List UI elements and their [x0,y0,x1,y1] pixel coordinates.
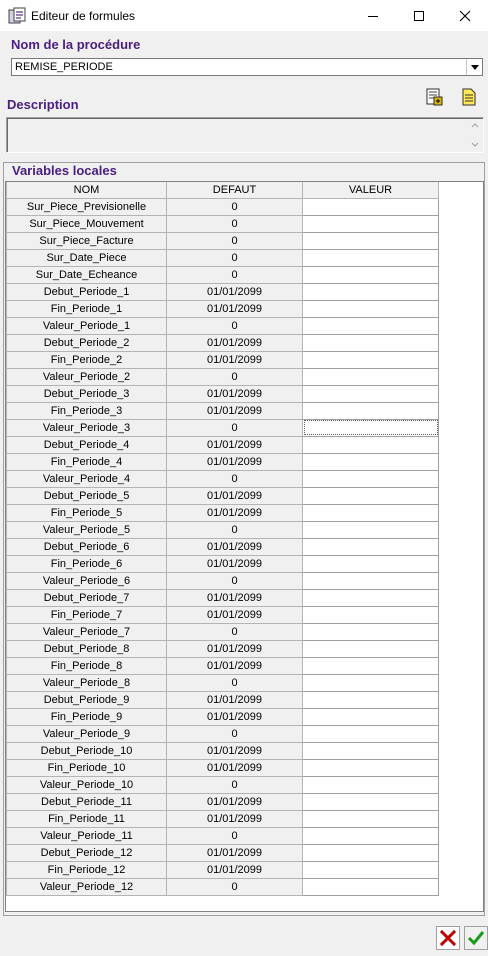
table-row[interactable] [7,368,439,385]
variable-value-cell[interactable] [303,334,439,351]
formula-editor-icon[interactable] [8,7,26,24]
variable-default-cell: 01/01/2099 [167,793,303,810]
variable-name-cell: Debut_Periode_11 [7,793,167,810]
variable-value-cell[interactable] [303,232,439,249]
table-row[interactable] [7,878,439,895]
variable-default-cell: 0 [167,725,303,742]
table-row[interactable] [7,861,439,878]
variable-default-cell: 0 [167,572,303,589]
variable-default-cell: 0 [167,232,303,249]
table-row[interactable] [7,402,439,419]
variable-name-cell: Debut_Periode_5 [7,487,167,504]
variable-value-cell[interactable] [303,470,439,487]
variable-value-cell[interactable] [303,572,439,589]
variable-value-cell[interactable] [303,725,439,742]
table-row[interactable] [7,742,439,759]
variable-name-cell: Fin_Periode_9 [7,708,167,725]
variable-default-cell: 01/01/2099 [167,402,303,419]
variable-default-cell: 0 [167,623,303,640]
variable-name-cell: Fin_Periode_11 [7,810,167,827]
variable-default-cell: 0 [167,249,303,266]
table-row[interactable] [7,640,439,657]
variable-value-cell[interactable] [303,793,439,810]
variable-default-cell: 0 [167,215,303,232]
variable-value-cell[interactable] [303,266,439,283]
variable-default-cell: 01/01/2099 [167,283,303,300]
table-row[interactable] [7,249,439,266]
variable-default-cell: 01/01/2099 [167,334,303,351]
variable-default-cell: 0 [167,776,303,793]
variable-default-cell: 01/01/2099 [167,861,303,878]
variable-name-cell: Fin_Periode_3 [7,402,167,419]
table-header-row [7,182,439,198]
variable-name-cell: Debut_Periode_8 [7,640,167,657]
variable-name-cell: Fin_Periode_7 [7,606,167,623]
variable-value-cell[interactable] [303,351,439,368]
chevron-down-icon [471,65,479,70]
table-row[interactable] [7,759,439,776]
table-row[interactable] [7,470,439,487]
variable-name-cell: Fin_Periode_6 [7,555,167,572]
variable-default-cell: 01/01/2099 [167,810,303,827]
variable-name-cell: Sur_Date_Echeance [7,266,167,283]
variable-name-cell: Fin_Periode_10 [7,759,167,776]
table-row[interactable] [7,725,439,742]
close-icon [459,10,471,22]
procedure-label: Nom de la procédure [11,37,141,52]
variable-value-cell[interactable] [303,776,439,793]
variable-default-cell: 01/01/2099 [167,640,303,657]
variable-default-cell: 0 [167,521,303,538]
variable-value-cell[interactable] [303,419,439,436]
variable-name-cell: Valeur_Periode_2 [7,368,167,385]
variable-default-cell: 0 [167,419,303,436]
table-row[interactable] [7,436,439,453]
variable-default-cell: 01/01/2099 [167,538,303,555]
variable-value-cell[interactable] [303,623,439,640]
table-row[interactable] [7,589,439,606]
variable-value-cell[interactable] [303,538,439,555]
variable-default-cell: 0 [167,198,303,215]
variable-name-cell: Debut_Periode_9 [7,691,167,708]
variable-value-cell[interactable] [303,691,439,708]
variable-default-cell: 01/01/2099 [167,589,303,606]
table-row[interactable] [7,283,439,300]
variable-value-cell[interactable] [303,249,439,266]
description-label: Description [7,97,79,112]
procedure-select[interactable] [11,58,483,76]
variable-value-cell[interactable] [303,742,439,759]
variable-value-cell[interactable] [303,487,439,504]
red-x-icon [440,930,456,946]
table-row[interactable] [7,317,439,334]
table-row[interactable] [7,793,439,810]
table-row[interactable] [7,674,439,691]
table-row[interactable] [7,351,439,368]
variable-name-cell: Valeur_Periode_9 [7,725,167,742]
variable-name-cell: Valeur_Periode_1 [7,317,167,334]
variable-name-cell: Valeur_Periode_12 [7,878,167,895]
variable-value-cell[interactable] [303,283,439,300]
variable-name-cell: Valeur_Periode_8 [7,674,167,691]
variable-value-cell[interactable] [303,878,439,895]
minimize-icon [367,10,379,22]
cancel-button[interactable] [436,926,460,950]
variable-name-cell: Debut_Periode_4 [7,436,167,453]
variables-table [6,182,439,896]
table-row[interactable] [7,385,439,402]
variable-name-cell: Valeur_Periode_7 [7,623,167,640]
variable-name-cell: Sur_Piece_Previsionelle [7,198,167,215]
variable-value-cell[interactable] [303,589,439,606]
variable-default-cell: 01/01/2099 [167,385,303,402]
variable-name-cell: Valeur_Periode_10 [7,776,167,793]
variable-default-cell: 0 [167,878,303,895]
table-row[interactable] [7,623,439,640]
table-row[interactable] [7,810,439,827]
variable-value-cell[interactable] [303,453,439,470]
variable-default-cell: 01/01/2099 [167,300,303,317]
table-row[interactable] [7,691,439,708]
variable-value-cell[interactable] [303,504,439,521]
dropdown-button[interactable] [466,59,482,75]
column-header-valeur[interactable]: VALEUR [303,182,439,198]
variable-name-cell: Valeur_Periode_5 [7,521,167,538]
variable-name-cell: Sur_Piece_Mouvement [7,215,167,232]
variable-value-cell[interactable] [303,215,439,232]
variable-value-cell[interactable] [303,368,439,385]
description-scrollbar[interactable] [468,119,482,151]
variable-value-cell[interactable] [303,861,439,878]
close-button[interactable] [442,0,488,31]
variable-name-cell: Valeur_Periode_4 [7,470,167,487]
variable-default-cell: 01/01/2099 [167,742,303,759]
maximize-icon [413,10,425,22]
variable-default-cell: 0 [167,827,303,844]
table-row[interactable] [7,572,439,589]
table-row[interactable] [7,487,439,504]
table-row[interactable] [7,606,439,623]
variable-value-cell[interactable] [303,844,439,861]
variable-value-cell[interactable] [303,640,439,657]
variable-default-cell: 01/01/2099 [167,844,303,861]
variable-name-cell: Debut_Periode_10 [7,742,167,759]
minimize-button[interactable] [350,0,396,31]
variable-default-cell: 01/01/2099 [167,606,303,623]
variable-value-cell[interactable] [303,810,439,827]
title-bar [0,0,488,31]
variable-value-cell[interactable] [303,674,439,691]
variable-name-cell: Fin_Periode_8 [7,657,167,674]
variable-name-cell: Fin_Periode_1 [7,300,167,317]
variable-value-cell[interactable] [303,436,439,453]
description-field[interactable] [6,117,484,153]
variable-name-cell: Sur_Piece_Facture [7,232,167,249]
table-row[interactable] [7,215,439,232]
variable-name-cell: Valeur_Periode_11 [7,827,167,844]
formula-document-icon[interactable] [425,88,443,106]
variable-name-cell: Debut_Periode_12 [7,844,167,861]
variable-name-cell: Debut_Periode_1 [7,283,167,300]
variable-name-cell: Valeur_Periode_6 [7,572,167,589]
variable-default-cell: 0 [167,266,303,283]
table-row[interactable] [7,334,439,351]
variable-default-cell: 01/01/2099 [167,691,303,708]
column-header-nom[interactable]: NOM [7,182,167,198]
table-row[interactable] [7,657,439,674]
table-row[interactable] [7,198,439,215]
variable-value-cell[interactable] [303,657,439,674]
variable-default-cell: 01/01/2099 [167,351,303,368]
table-row[interactable] [7,232,439,249]
table-row[interactable] [7,521,439,538]
table-row[interactable] [7,453,439,470]
variable-name-cell: Valeur_Periode_3 [7,419,167,436]
variable-name-cell: Fin_Periode_12 [7,861,167,878]
variable-value-cell[interactable] [303,521,439,538]
procedure-value: REMISE_PERIODE [15,61,113,73]
table-row[interactable] [7,266,439,283]
variable-name-cell: Fin_Periode_4 [7,453,167,470]
variable-name-cell: Fin_Periode_5 [7,504,167,521]
table-row[interactable] [7,300,439,317]
table-row[interactable] [7,827,439,844]
variables-label: Variables locales [12,163,117,178]
table-row[interactable] [7,538,439,555]
variable-value-cell[interactable] [303,827,439,844]
ok-button[interactable] [464,926,488,950]
variable-value-cell[interactable] [303,198,439,215]
table-body [7,198,439,895]
variable-value-cell[interactable] [303,708,439,725]
green-check-icon [467,929,485,947]
variable-name-cell: Fin_Periode_2 [7,351,167,368]
variable-value-cell[interactable] [303,300,439,317]
variable-default-cell: 01/01/2099 [167,657,303,674]
table-row[interactable] [7,844,439,861]
variable-default-cell: 01/01/2099 [167,453,303,470]
variable-name-cell: Debut_Periode_2 [7,334,167,351]
variables-grid[interactable] [5,181,484,912]
variable-default-cell: 01/01/2099 [167,759,303,776]
table-row[interactable] [7,708,439,725]
column-header-defaut[interactable]: DEFAUT [167,182,303,198]
variable-default-cell: 0 [167,368,303,385]
variable-name-cell: Debut_Periode_6 [7,538,167,555]
variable-name-cell: Debut_Periode_7 [7,589,167,606]
table-row[interactable] [7,504,439,521]
maximize-button[interactable] [396,0,442,31]
variable-default-cell: 01/01/2099 [167,504,303,521]
variable-value-cell[interactable] [303,759,439,776]
variable-value-cell[interactable] [303,317,439,334]
variable-default-cell: 0 [167,470,303,487]
variable-default-cell: 01/01/2099 [167,708,303,725]
variable-default-cell: 01/01/2099 [167,555,303,572]
table-row[interactable] [7,776,439,793]
variable-value-cell[interactable] [303,402,439,419]
variable-name-cell: Sur_Date_Piece [7,249,167,266]
window-title: Editeur de formules [31,9,136,23]
table-row[interactable] [7,555,439,572]
variable-value-cell[interactable] [303,555,439,572]
variable-value-cell[interactable] [303,385,439,402]
variable-value-cell[interactable] [303,606,439,623]
variable-default-cell: 01/01/2099 [167,487,303,504]
variable-default-cell: 0 [167,674,303,691]
table-row[interactable] [7,419,439,436]
variable-default-cell: 01/01/2099 [167,436,303,453]
variable-default-cell: 0 [167,317,303,334]
variable-name-cell: Debut_Periode_3 [7,385,167,402]
document-icon[interactable] [460,88,478,106]
